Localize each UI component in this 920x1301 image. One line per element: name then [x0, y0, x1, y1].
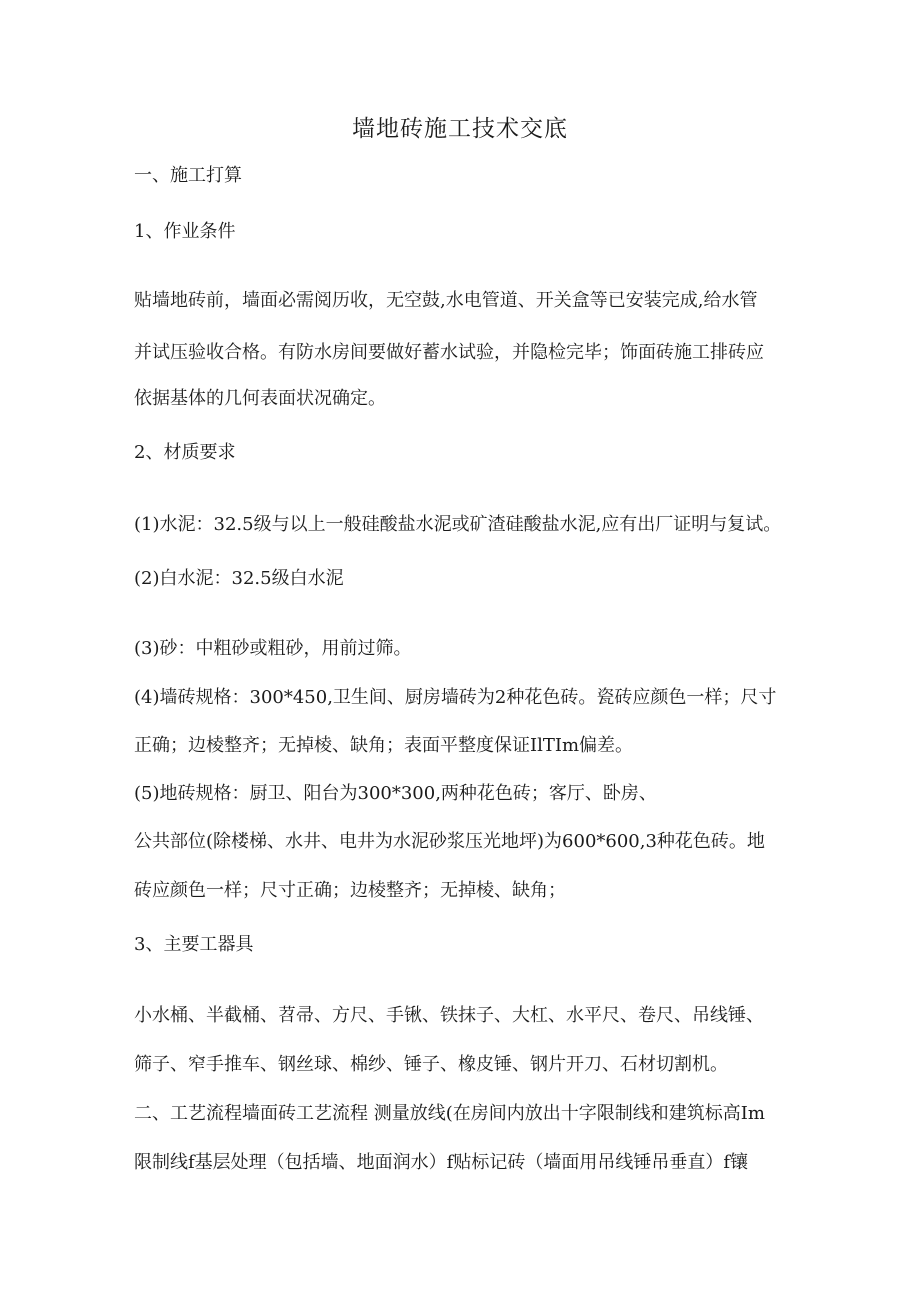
subheading-main-tools: 3、主要工器具 — [134, 934, 254, 955]
section-heading-process-flow: 二、工艺流程墙面砖工艺流程 测量放线(在房间内放出十字限制线和建筑标高Im — [134, 1103, 765, 1124]
paragraph-line: 限制线f基层处理（包括墙、地面润水）f贴标记砖（墙面用吊线锤吊垂直）f镶 — [134, 1152, 748, 1173]
list-item-cement: (1)水泥：32.5级与以上一般硅酸盐水泥或矿渣硅酸盐水泥,应有出厂证明与复试。 — [134, 514, 782, 535]
paragraph-line: 贴墙地砖前，墙面必需阅历收，无空鼓,水电管道、开关盒等已安装完成,给水管 — [134, 290, 758, 311]
paragraph-line: 公共部位(除楼梯、水井、电井为水泥砂浆压光地坪)为600*600,3种花色砖。地 — [134, 831, 765, 852]
section-heading-preparation: 一、施工打算 — [134, 165, 242, 186]
paragraph-line: 并试压验收合格。有防水房间要做好蓄水试验，并隐检完毕；饰面砖施工排砖应 — [134, 342, 764, 363]
paragraph-line: 依据基体的几何表面状况确定。 — [134, 388, 386, 409]
subheading-work-conditions: 1、作业条件 — [134, 221, 236, 242]
paragraph-line: 筛子、窄手推车、钢丝球、棉纱、锤子、橡皮锤、钢片开刀、石材切割机。 — [134, 1054, 728, 1075]
paragraph-line: 正确；边棱整齐；无掉棱、缺角；表面平整度保证IlTIm偏差。 — [134, 735, 634, 756]
document-title: 墙地砖施工技术交底 — [352, 116, 568, 142]
subheading-material-requirements: 2、材质要求 — [134, 442, 236, 463]
list-item-sand: (3)砂：中粗砂或粗砂，用前过筛。 — [134, 638, 412, 659]
list-item-white-cement: (2)白水泥：32.5级白水泥 — [134, 568, 344, 589]
list-item-wall-tile: (4)墙砖规格：300*450,卫生间、厨房墙砖为2种花色砖。瓷砖应颜色一样；尺寸 — [134, 687, 777, 708]
list-item-floor-tile: (5)地砖规格：厨卫、阳台为300*300,两种花色砖；客厅、卧房、 — [134, 783, 657, 804]
paragraph-line: 砖应颜色一样；尺寸正确；边棱整齐；无掉棱、缺角； — [134, 880, 566, 901]
paragraph-line: 小水桶、半截桶、苕帚、方尺、手锹、铁抹子、大杠、水平尺、卷尺、吊线锤、 — [134, 1005, 764, 1026]
